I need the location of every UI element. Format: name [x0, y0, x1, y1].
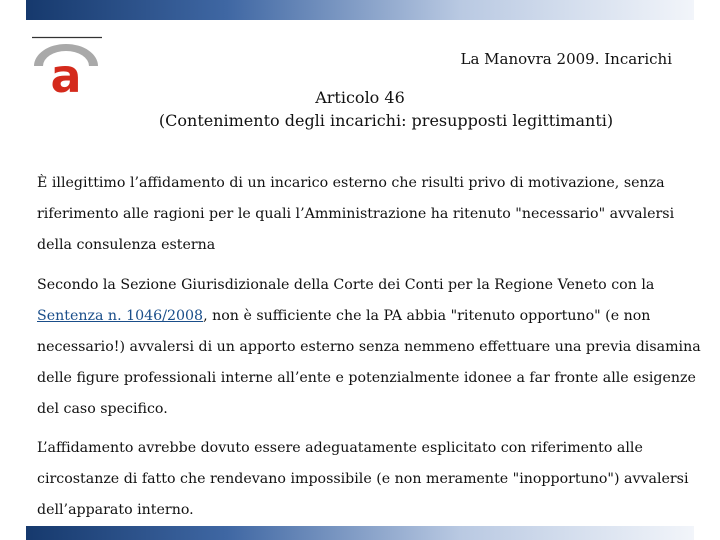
paragraph-2-text-start: Secondo la Sezione Giurisdizionale della Corte dei Conti per la Regione Veneto con la: [37, 277, 655, 293]
top-decorative-band: [26, 0, 694, 20]
article-subtitle: (Contenimento degli incarichi: presupposti legittimanti): [158, 111, 614, 130]
sentenza-link[interactable]: Sentenza n. 1046/2008: [37, 308, 204, 324]
paragraph-3: L’affidamento avrebbe dovuto essere adeguatamente esplicitato con riferimento alle circostanze di fatto che rendevano impossibile (e non meramente "inopportuno") avvalersi dell’apparato interno.: [37, 440, 689, 518]
paragraph-2-text-end: , non è sufficiente che la PA abbia "ritenuto opportuno" (e non necessario!) avvalersi di un apporto esterno senza nemmeno effettuare una previa disamina delle figure professionali interne all’ente e potenzialmente idonee a far fronte alle esigenze del caso specifico.: [37, 308, 701, 417]
paragraph-2: [37, 270, 702, 425]
bottom-decorative-band: [26, 526, 694, 540]
logo-letter: a: [50, 49, 82, 98]
article-number: Articolo 46: [315, 88, 405, 107]
paragraph-1: È illegittimo l’affidamento di un incarico esterno che risulti privo di motivazione, senza riferimento alle ragioni per le quali l’Amministrazione ha ritenuto "necessario" avvalersi della consulenza esterna: [37, 175, 675, 253]
header-title: La Manovra 2009. Incarichi: [460, 50, 672, 68]
